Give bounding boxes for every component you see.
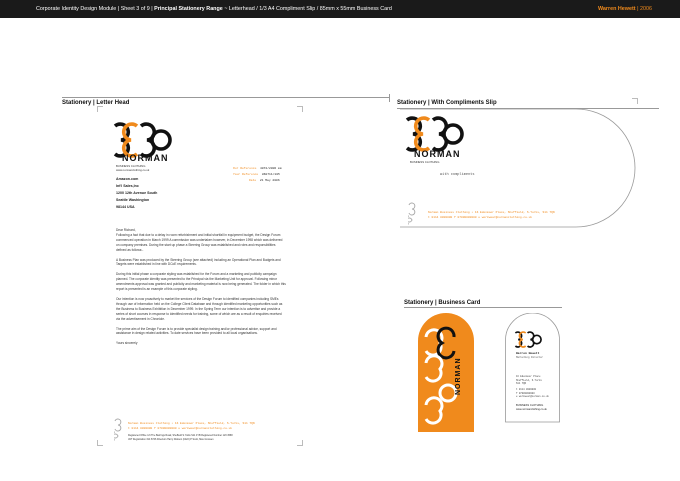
header-left [36,6,392,12]
footer-emblem-icon [408,201,416,225]
card-address-line: Sheffield, S.Yorks [516,378,542,382]
section-label-compliment: Stationery | With Compliments Slip [397,100,497,106]
header-year: 2006 [640,6,652,12]
address-line: Int'l Sales,Inc [116,184,139,188]
header-bar [0,0,680,18]
card-front-wordmark: NORMAN [455,357,462,395]
card-job-title: Marketing Director [516,356,544,359]
card-address [516,375,542,386]
card-address-line: 16 Edenmoor Place [516,375,541,378]
letter-paragraph: Our intention is now proactively to market the services of the Design Forum to identified companies including SMEs through use of information held on the College Client Database and through identified marketing opportunities such as the Business to Business Exhibition in December 1999. In the Spring Term our intention is to advertise and provide a series of short courses in response to identified needs for training, some of which are as a result of enquiries received via the advertisement in Chronicle. [116,296,283,321]
header-module-text: Corporate Identity Design Module | Sheet 3 of 9 | [36,6,153,12]
footer-contact: t 0114 0000000 f 07000000000 e workwear@normanclothing.co.uk [428,215,533,219]
card-contact-line: t 0114 0000000 [516,388,537,391]
letter-greeting: Dear Richard, [116,228,136,232]
card-contact-line: e workwear@norman.co.uk [516,395,549,399]
letter-body [116,228,286,346]
brand-wordmark: NORMAN [414,149,461,159]
reference-block [233,166,282,184]
brand-wordmark: NORMAN [122,153,169,163]
brand-tagline: BUSINESS CLOTHING [410,160,440,164]
reference-row [233,178,282,184]
meta-label: Your Reference [233,173,259,176]
address-line: Seattle Washington [116,198,150,202]
footer-emblem-icon [114,417,122,441]
letterhead-footer [128,422,255,431]
recipient-address [116,176,157,211]
letter-paragraph: A Business Plan was produced by the Steering Group (see attached) including an Operational Plan and Budgets and Targets were established in line with DCoE requirements. [116,257,281,267]
card-website: www.normanclothing.co.uk [516,408,547,411]
header-right [598,6,652,12]
letter-paragraph: During this initial phase a corporate styling was established for the Forum and a marketing and publicity campaign planned. The corporate identity was presented to the Principal via the Marketing Unit for approval. Following minor amendments approval was granted and publicity and marketing material is now being generated. The folder in which this report is presented is an example of this corporate styling. [116,272,286,292]
card-footer [516,404,547,412]
card-contact [516,388,549,399]
address-line: Amazon.com [116,177,139,181]
card-address-line: S11 7QN [516,382,527,386]
business-card-front [418,313,474,433]
header-sep: | [635,6,640,12]
norman-logo-icon [514,330,542,350]
letter-paragraph: The prime aim of the Design Forum is to provide specialist design training and/or professional advice, support and assistance in design related activities. To date services have been provided to all local organisations. [116,326,277,336]
header-author: Warren Hewett [598,6,636,12]
meta-label: Our Reference [233,167,257,170]
business-card-back [508,330,558,425]
brand-tagline: BUSINESS CLOTHING [116,164,146,168]
letterhead-rule-tick [389,94,390,102]
letter-signoff: Yours sincerely [116,341,138,346]
with-compliments-text: with compliments [440,173,475,177]
meta-value: 860711/105 [261,173,280,176]
letter-paragraph: Following a fact that due to a delay in room refurbishment and initial shortfall in equipment budget, the Design Forum commenced operation in March 1999 A commission was undertaken however, in December 1998 which was delivered on company premises. During the start up phase a Steering Group was established and roles and responsibilities defined as follows:- [116,232,283,252]
footer-address: Norman Business Clothing • 16 Edenmoor Place, Sheffield, S.Yorks, S11 7QN [128,422,255,425]
footer-contact: t 0114 0000000 f 07000000000 e workwear@normanclothing.co.uk [128,426,233,430]
meta-value: 4072/2006 mm [260,167,282,170]
address-line: 1200 12th Avenue South [116,191,158,195]
meta-label: Date [249,179,257,182]
address-line: 98144 USA [116,205,135,209]
header-subtitle: ~ Letterhead / 1/3 A4 Compliment Slip / 85mm x 55mm Business Card [222,6,392,12]
section-label-letterhead: Stationery | Letter Head [62,100,130,106]
brand-website: www.normanclothing.co.uk [116,168,150,172]
card-rule [404,307,562,308]
crop-mark [632,98,638,104]
vat-line: VAT Registration 314 8746 Directors Harry Dickson (CEO) P Scott, Max Grossen [128,437,214,441]
letterhead-sheet [100,110,300,445]
registration-line: Registered Office 4-6 The Barrings Road, Sheffield S.Yorks S11 4YB Registered Number 123 4568 [128,434,233,437]
letterhead-rule [62,97,389,98]
card-tagline: BUSINESS CLOTHING [516,404,544,407]
header-title: Principal Stationery Range [154,6,223,12]
meta-value: 21 May 2006 [259,179,280,182]
compliment-footer [428,211,555,220]
compliment-slip [402,110,602,225]
card-contact-line: f 07000000000 [516,391,535,395]
footer-address: Norman Business Clothing • 16 Edenmoor Place, Sheffield, S.Yorks, S11 7QN [428,211,555,214]
letterhead-registration [128,434,233,442]
section-label-card: Stationery | Business Card [404,300,481,306]
card-name: Warren Hewett [516,352,540,355]
